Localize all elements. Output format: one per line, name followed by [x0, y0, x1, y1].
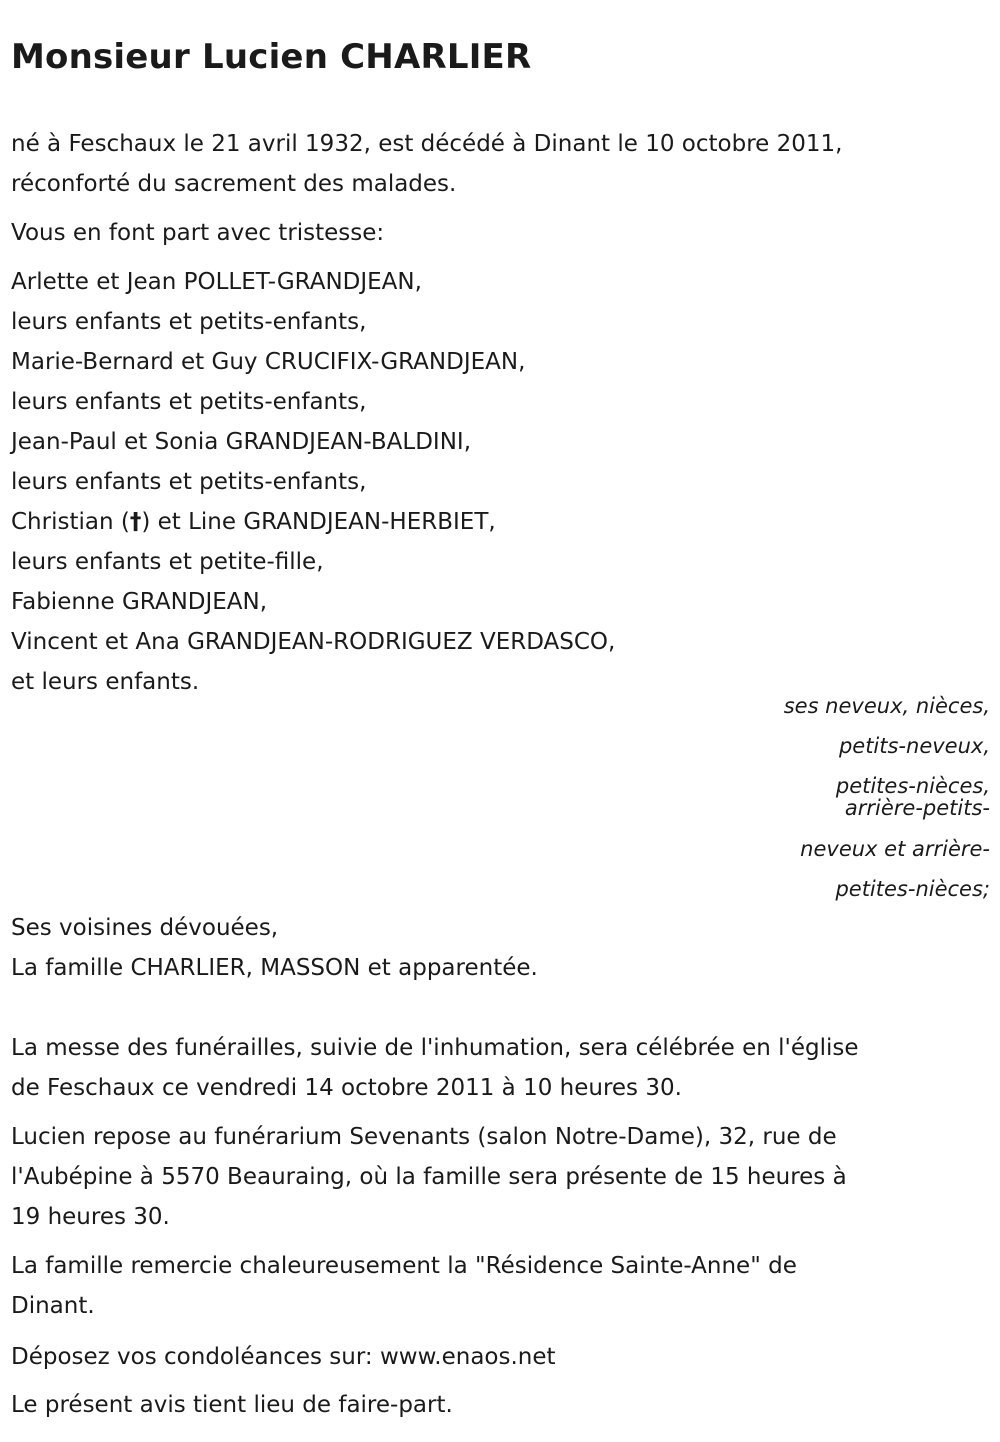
- nephews-line: neveux et arrière-: [800, 837, 990, 861]
- rest-line: 19 heures 30.: [11, 1204, 170, 1230]
- others-line: La famille CHARLIER, MASSON et apparentée.: [11, 955, 538, 981]
- nephews-line: petits-neveux,: [838, 734, 990, 758]
- family-line: et leurs enfants.: [11, 669, 200, 695]
- rest-line: Lucien repose au funérarium Sevenants (salon Notre-Dame), 32, rue de: [11, 1124, 837, 1150]
- intro-line: réconforté du sacrement des malades.: [11, 171, 457, 197]
- family-line: leurs enfants et petits-enfants,: [11, 389, 367, 415]
- family-line: Arlette et Jean POLLET-GRANDJEAN,: [11, 269, 422, 295]
- family-line-text: ) et Line GRANDJEAN-HERBIET,: [141, 509, 496, 535]
- family-line: [11, 507, 496, 537]
- rest-line: l'Aubépine à 5570 Beauraing, où la famille sera présente de 15 heures à: [11, 1164, 847, 1190]
- intro-line: né à Feschaux le 21 avril 1932, est décédé à Dinant le 10 octobre 2011,: [11, 131, 843, 157]
- nephews-line: ses neveux, nièces,: [783, 694, 990, 718]
- condolences-text: Déposez vos condoléances sur: www.enaos.net: [11, 1344, 556, 1370]
- family-line: leurs enfants et petits-enfants,: [11, 469, 367, 495]
- others-line: Ses voisines dévouées,: [11, 915, 279, 941]
- nephews-line: arrière-petits-: [844, 796, 990, 820]
- thanks-line: Dinant.: [11, 1293, 95, 1319]
- cross-icon: †: [129, 509, 142, 535]
- funeral-line: de Feschaux ce vendredi 14 octobre 2011 à 10 heures 30.: [11, 1075, 682, 1101]
- family-line: leurs enfants et petite-fille,: [11, 549, 324, 575]
- family-line: Vincent et Ana GRANDJEAN-RODRIGUEZ VERDASCO,: [11, 629, 616, 655]
- family-line: Fabienne GRANDJEAN,: [11, 589, 268, 615]
- announce-text: Vous en font part avec tristesse:: [11, 220, 385, 246]
- notice-text: Le présent avis tient lieu de faire-part.: [11, 1392, 453, 1418]
- family-line: Jean-Paul et Sonia GRANDJEAN-BALDINI,: [11, 429, 472, 455]
- family-line: Marie-Bernard et Guy CRUCIFIX-GRANDJEAN,: [11, 349, 526, 375]
- family-line-text: Christian (: [11, 509, 130, 535]
- nephews-line: petites-nièces;: [835, 877, 990, 901]
- nephews-line: petites-nièces,: [835, 774, 990, 798]
- page-title: Monsieur Lucien CHARLIER: [11, 37, 532, 77]
- funeral-line: La messe des funérailles, suivie de l'inhumation, sera célébrée en l'église: [11, 1035, 859, 1061]
- family-line: leurs enfants et petits-enfants,: [11, 309, 367, 335]
- thanks-line: La famille remercie chaleureusement la "Résidence Sainte-Anne" de: [11, 1253, 797, 1279]
